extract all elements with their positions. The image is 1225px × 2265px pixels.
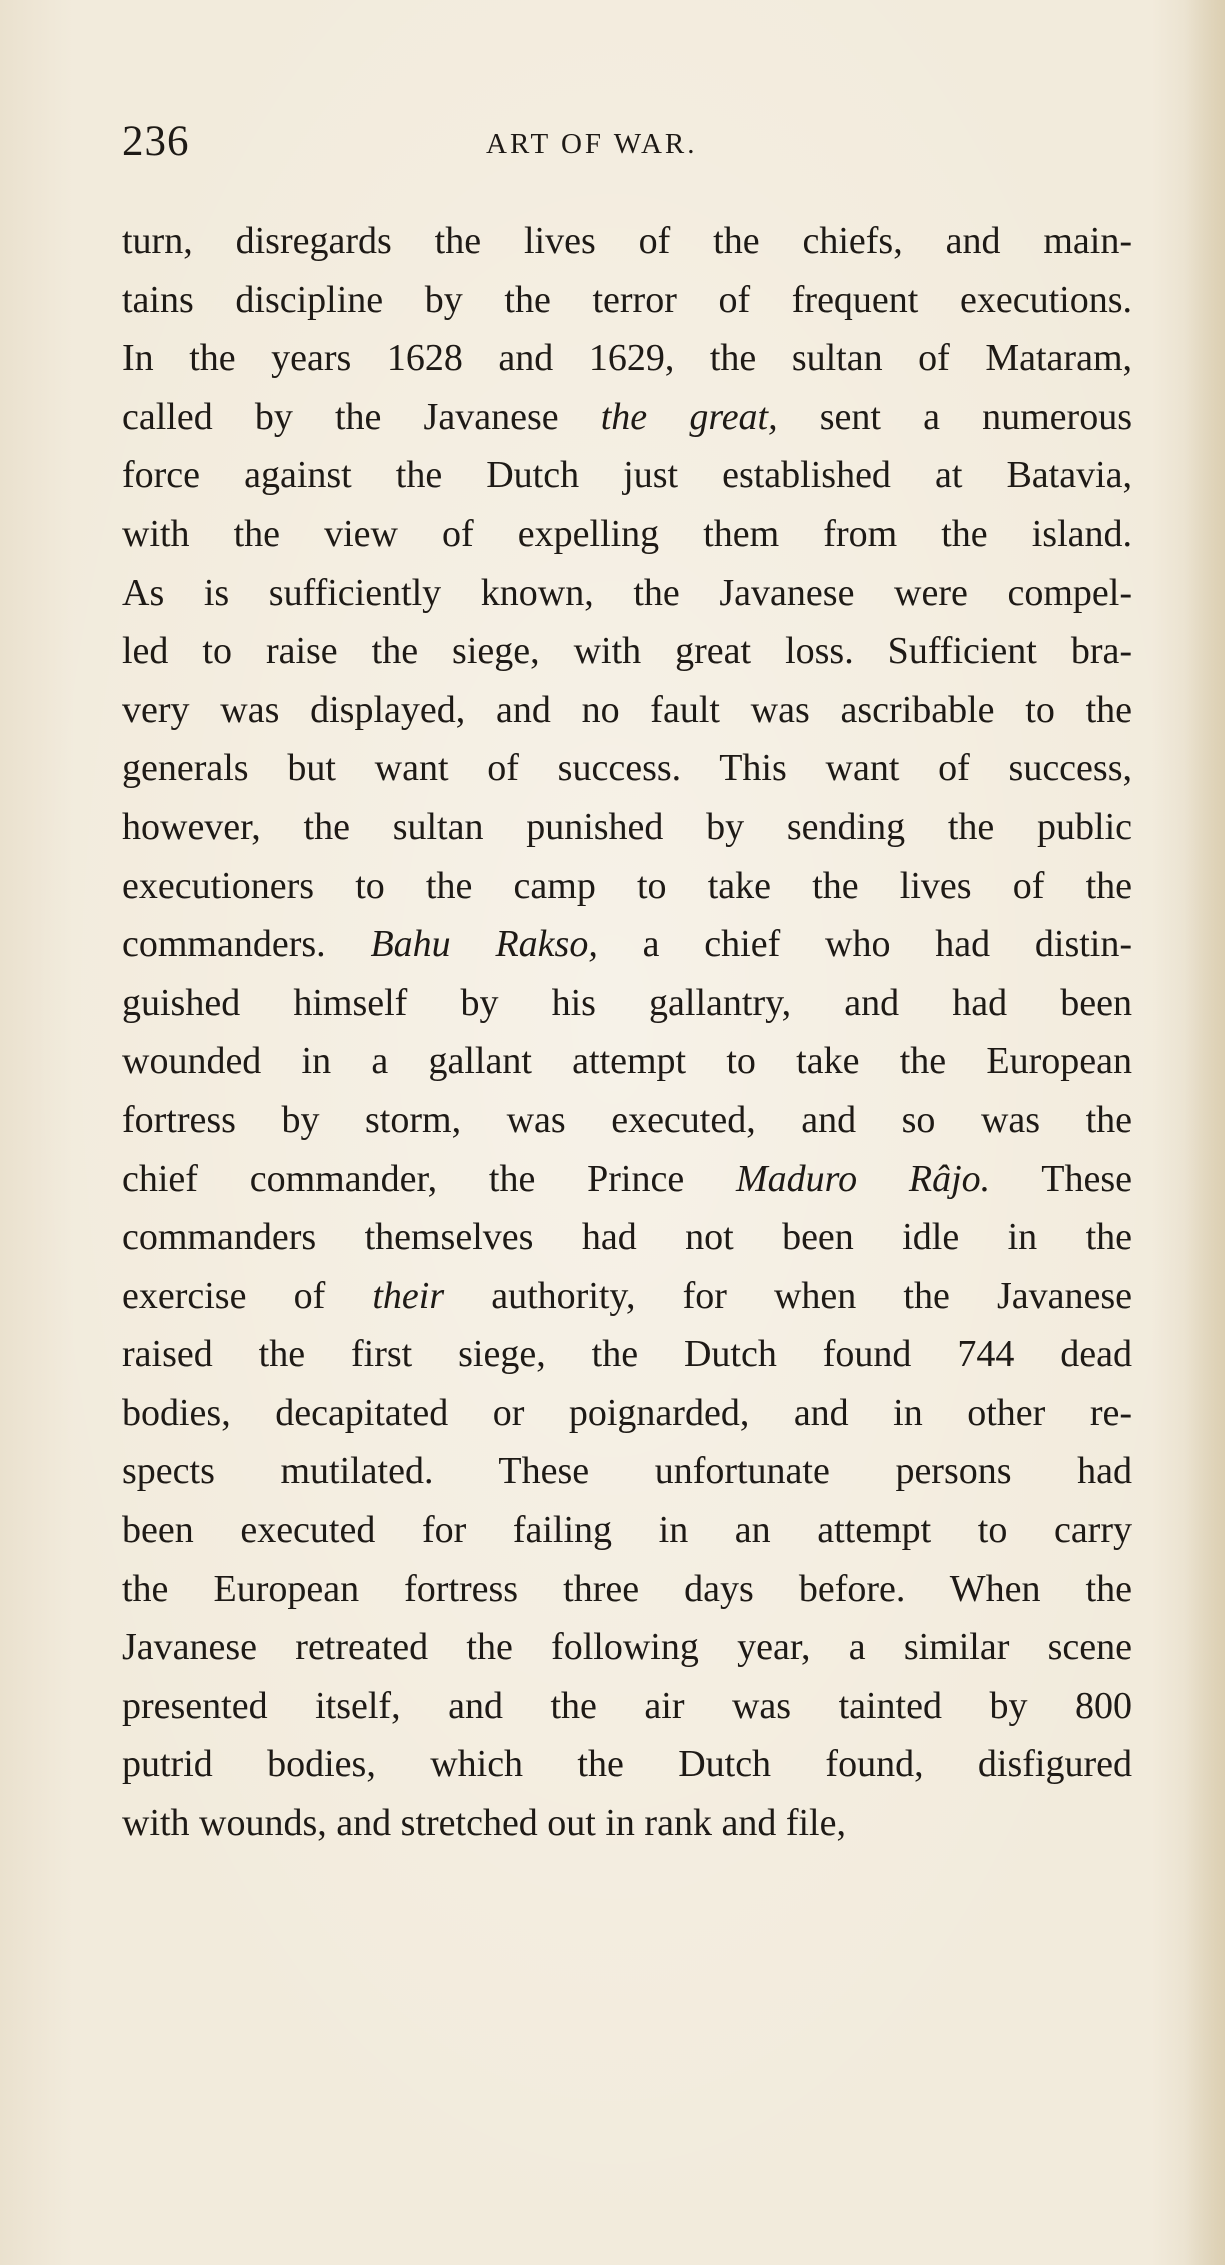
text-segment: authority, for when the Javanese: [444, 1274, 1132, 1317]
text-segment: force against the Dutch just established at Batavia,: [122, 454, 1132, 497]
text-line: [122, 446, 1132, 505]
text-segment: generals but want of success. This want of success,: [122, 747, 1132, 790]
text-line: [122, 915, 1132, 974]
text-segment: very was displayed, and no fault was ascribable to the: [122, 688, 1132, 731]
text-segment: In the years 1628 and 1629, the sultan of Mataram,: [122, 337, 1132, 380]
text-segment: a chief who had distin-: [597, 923, 1132, 966]
text-segment: wounded in a gallant attempt to take the European: [122, 1040, 1132, 1083]
text-line: [122, 1794, 1132, 1853]
text-line: [122, 739, 1132, 798]
text-line: [122, 798, 1132, 857]
text-segment: with the view of expelling them from the island.: [122, 512, 1132, 555]
text-line: [122, 1032, 1132, 1091]
running-head: ART OF WAR.: [486, 128, 698, 160]
text-segment: These: [990, 1157, 1132, 1200]
text-segment: exercise of: [122, 1274, 373, 1317]
text-segment: bodies, decapitated or poignarded, and in other re-: [122, 1391, 1132, 1434]
italic-text: Bahu Rakso,: [370, 923, 598, 966]
text-line: [122, 1325, 1132, 1384]
text-segment: presented itself, and the air was tainted by 800: [122, 1684, 1132, 1727]
text-line: [122, 1208, 1132, 1267]
text-segment: putrid bodies, which the Dutch found, disfigured: [122, 1743, 1132, 1786]
text-line: [122, 388, 1132, 447]
text-line: [122, 271, 1132, 330]
text-line: [122, 1442, 1132, 1501]
body-text: [122, 212, 1132, 1853]
text-segment: turn, disregards the lives of the chiefs, and main-: [122, 220, 1132, 262]
text-segment: As is sufficiently known, the Javanese were compel-: [122, 571, 1132, 614]
text-segment: sent a numerous: [777, 395, 1132, 438]
text-line: [122, 1501, 1132, 1560]
text-line: [122, 1735, 1132, 1794]
text-line: [122, 1267, 1132, 1326]
text-line: [122, 974, 1132, 1033]
text-line: [122, 1677, 1132, 1736]
page-number: 236: [122, 118, 190, 165]
text-segment: executioners to the camp to take the lives of the: [122, 864, 1132, 907]
italic-text: their: [372, 1274, 445, 1317]
text-line: [122, 681, 1132, 740]
text-segment: commanders themselves had not been idle in the: [122, 1216, 1132, 1259]
text-line: [122, 564, 1132, 623]
text-line: [122, 622, 1132, 681]
text-line: [122, 212, 1132, 271]
text-line: [122, 505, 1132, 564]
text-segment: guished himself by his gallantry, and had been: [122, 981, 1132, 1024]
text-segment: tains discipline by the terror of frequent executions.: [122, 278, 1132, 321]
text-line: [122, 1091, 1132, 1150]
text-segment: commanders.: [122, 923, 371, 966]
text-segment: fortress by storm, was executed, and so was the: [122, 1098, 1132, 1141]
text-segment: however, the sultan punished by sending the public: [122, 805, 1132, 848]
text-segment: raised the first siege, the Dutch found 744 dead: [122, 1333, 1132, 1376]
text-line: [122, 857, 1132, 916]
text-line: [122, 1384, 1132, 1443]
text-segment: been executed for failing in an attempt to carry: [122, 1509, 1132, 1552]
text-segment: called by the Javanese: [122, 395, 601, 438]
text-line: [122, 1618, 1132, 1677]
text-line: [122, 1150, 1132, 1209]
text-segment: led to raise the siege, with great loss. Sufficient bra-: [122, 630, 1132, 673]
text-segment: with wounds, and stretched out in rank and file,: [122, 1802, 846, 1845]
text-line: [122, 329, 1132, 388]
text-line: [122, 1560, 1132, 1619]
text-segment: chief commander, the Prince: [122, 1157, 737, 1200]
italic-text: the great,: [600, 395, 778, 438]
italic-text: Maduro Râjo.: [736, 1157, 991, 1200]
text-segment: the European fortress three days before. When the: [122, 1567, 1132, 1610]
text-segment: spects mutilated. These unfortunate persons had: [122, 1450, 1132, 1493]
page-header: [122, 112, 772, 172]
text-segment: Javanese retreated the following year, a similar scene: [122, 1626, 1132, 1669]
